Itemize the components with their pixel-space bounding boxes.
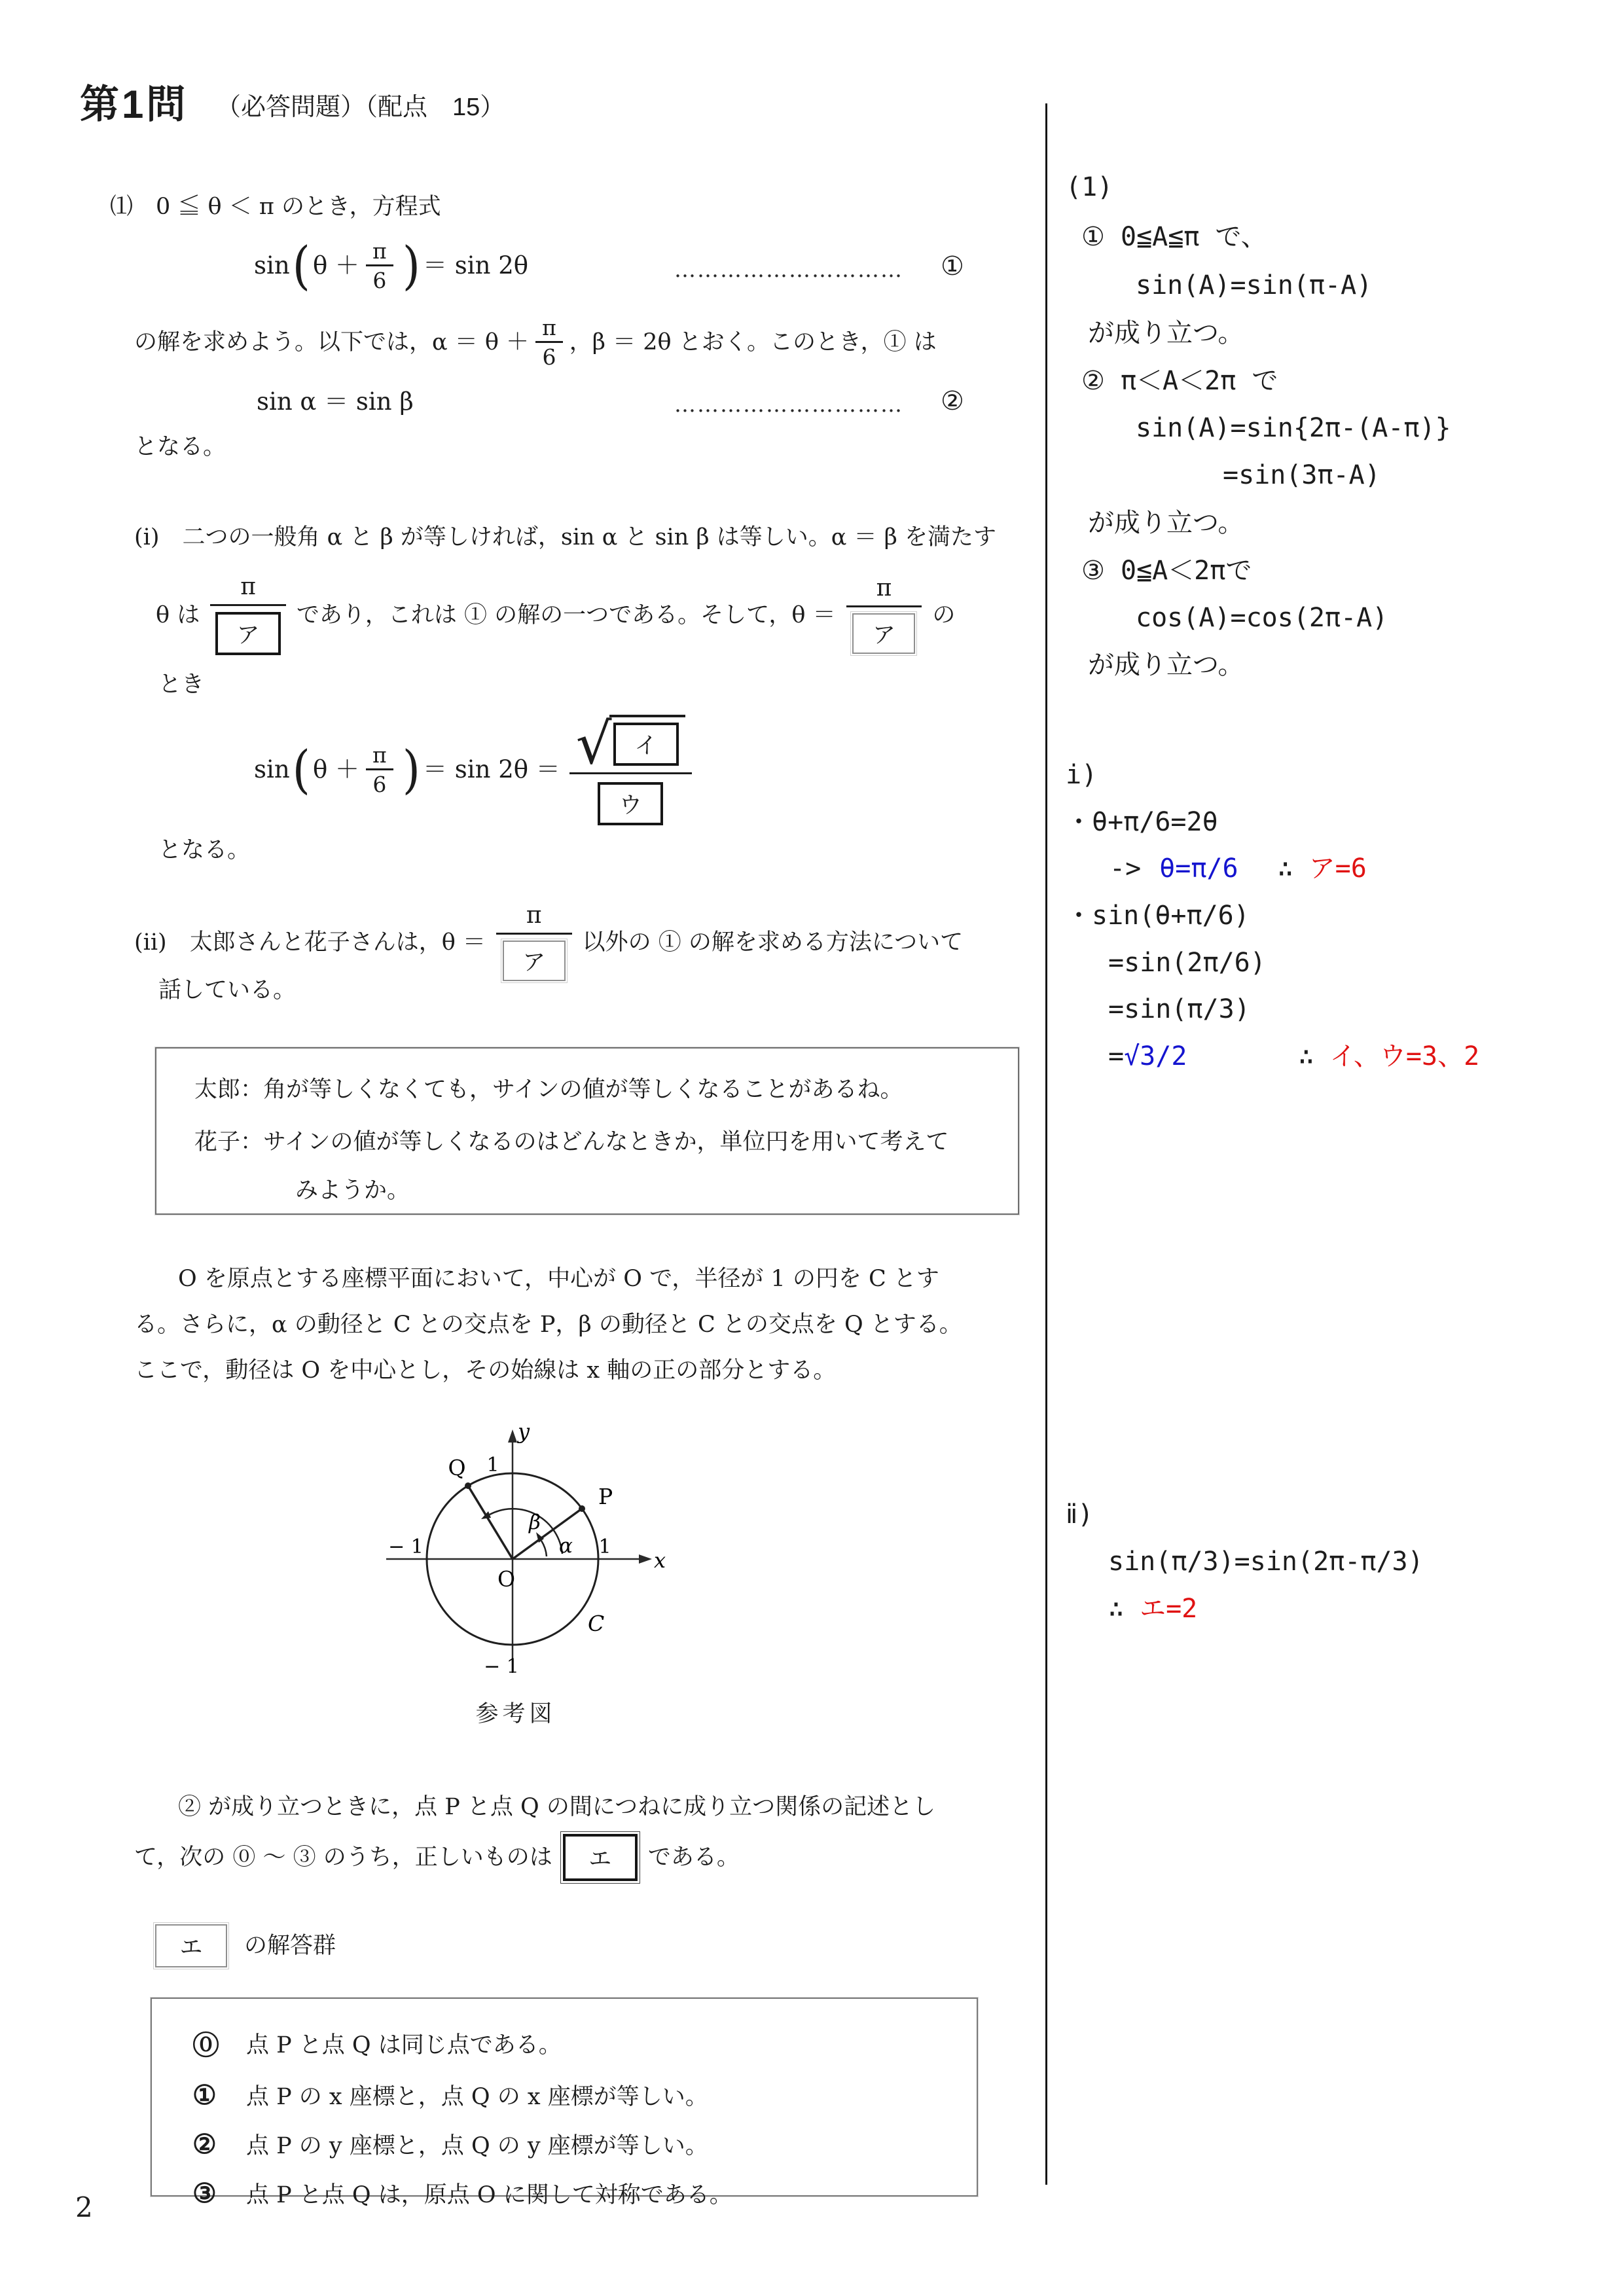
q2-line2: て，次の ⓪ ～ ③ のうち，正しいものは エ である。 xyxy=(134,1831,740,1884)
eq3-open-paren: ( xyxy=(292,739,310,800)
note-sqrt3-2: √3/2 xyxy=(1124,1041,1187,1071)
option-row-1 xyxy=(192,2079,977,2111)
note-section-1: (1) xyxy=(1066,172,1113,202)
note-i-bullet1: ・θ+π/6=2θ xyxy=(1066,807,1218,837)
part-i-line1: (i) 二つの一般角 α と β が等しければ，sin α と sin β は等しい。α ＝ β を満たす xyxy=(134,524,997,550)
eq2-label: ② xyxy=(941,386,964,416)
tonaru-2: となる。 xyxy=(158,837,251,863)
dialog-hanako-line1: 花子：サインの値が等しくなるのはどんなときか，単位円を用いて考えて xyxy=(194,1129,949,1155)
point-q-dot xyxy=(465,1482,471,1489)
page-number: 2 xyxy=(75,2191,93,2223)
note-3-eq: cos(A)=cos(2π-A) xyxy=(1136,603,1388,633)
eq3-fraction-pi-6: π 6 xyxy=(366,744,393,795)
diagram-caption: 参考図 xyxy=(475,1701,556,1727)
text-after-eq1: の解を求めよう。以下では，α ＝ θ ＋ π 6 ，β ＝ 2θ とおく。このとき，① は xyxy=(134,315,937,370)
answer-group-suffix: の解答群 xyxy=(244,1933,336,1959)
eq1-label: ① xyxy=(941,251,964,281)
option-1-text: 点 P の x 座標と，点 Q の x 座標が等しい。 xyxy=(246,2084,708,2110)
option-1-number: ① xyxy=(192,2079,217,2111)
therefore-symbol: ∴ xyxy=(1277,853,1293,884)
note-answer-a: ア=6 xyxy=(1308,853,1367,884)
option-2-text: 点 P の y 座標と，点 Q の y 座標が等しい。 xyxy=(246,2133,708,2159)
y-axis-arrow-icon xyxy=(508,1429,517,1443)
radical-sign: √ xyxy=(575,711,612,777)
point-p-label: P xyxy=(598,1484,613,1509)
q2-line1: ② が成り立つときに，点 P と点 Q の間につねに成り立つ関係の記述とし xyxy=(178,1794,936,1820)
answer-box-u: ウ xyxy=(598,782,663,825)
point-q-label: Q xyxy=(448,1455,466,1480)
question-tags: （必答問題）（配点 15） xyxy=(216,94,505,121)
option-row-0 xyxy=(192,2024,977,2062)
beta-label: β xyxy=(529,1511,541,1534)
answer-box-a-thin-2: ア xyxy=(503,941,566,981)
note-1-foot: が成り立つ。 xyxy=(1088,318,1244,348)
note-2-eq2: =sin(3π-A) xyxy=(1223,460,1380,490)
denominator xyxy=(598,782,663,825)
eq1-sin: sin xyxy=(254,251,290,279)
arrow-glyph: -> xyxy=(1110,853,1142,884)
eq1-close-paren: ) xyxy=(402,235,421,296)
eq1-fraction: π 6 xyxy=(366,240,393,291)
option-2-number: ② xyxy=(192,2128,217,2160)
note-i-result1 xyxy=(1110,853,1367,884)
note-theta-pi-6: θ=π/6 xyxy=(1159,853,1238,884)
answer-group-heading xyxy=(155,1923,336,1969)
question-number-title: 第1問 xyxy=(80,82,189,126)
inline-fraction-pi-6: π 6 xyxy=(535,317,563,368)
equation-3: sin ( θ ＋ π 6 ) ＝ sin 2θ ＝ √ イ ウ xyxy=(254,711,692,829)
y-axis-label: y xyxy=(518,1419,530,1444)
note-3-head: ③ 0≦A＜2πで xyxy=(1081,556,1252,586)
taro-hanako-dialog-box xyxy=(155,1047,1019,1215)
option-0-number: ⓪ xyxy=(192,2030,219,2061)
circle-paragraph-line3: ここで，動径は O を中心とし，その始線は x 軸の正の部分とする。 xyxy=(134,1357,837,1384)
origin-label: O xyxy=(497,1566,516,1592)
therefore-symbol-3: ∴ xyxy=(1108,1594,1125,1624)
toki-label: とき xyxy=(158,672,205,698)
minus-one-left-label: − 1 xyxy=(388,1535,424,1558)
point-p-dot xyxy=(579,1505,585,1512)
option-0-text: 点 P と点 Q は同じ点である。 xyxy=(246,2032,562,2058)
dialog-hanako-line2: みようか。 xyxy=(295,1177,410,1204)
unit-circle-diagram xyxy=(365,1402,666,1716)
note-3-foot: が成り立つ。 xyxy=(1088,650,1244,680)
note-2-foot: が成り立つ。 xyxy=(1088,508,1244,538)
note-ii-line1: sin(π/3)=sin(2π-π/3) xyxy=(1108,1547,1424,1577)
option-row-2 xyxy=(192,2128,977,2161)
equals-glyph: = xyxy=(1108,1041,1125,1071)
part-i-line2: θ は π ア であり，これは ① の解の一つである。そして，θ ＝ π ア の xyxy=(156,571,955,660)
equation-1 xyxy=(254,228,528,304)
note-i-line4: =sin(π/3) xyxy=(1108,994,1250,1024)
eq3-close-paren: ) xyxy=(402,739,421,800)
circle-paragraph-line2: る。さらに，α の動径と C との交点を P，β の動径と C との交点を Q とする。 xyxy=(134,1312,962,1338)
eq1-leader-dots: ………………………… xyxy=(674,257,903,282)
note-answer-e: エ=2 xyxy=(1140,1594,1198,1624)
note-i-result2 xyxy=(1108,1041,1479,1072)
radicand xyxy=(609,715,685,766)
sqrt-expression xyxy=(569,711,692,777)
fraction-box-a-3: π ア xyxy=(496,904,572,981)
answer-box-e-inline: エ xyxy=(563,1834,638,1881)
eq1-rhs: ＝ sin 2θ xyxy=(423,251,529,279)
circle-c-label: C xyxy=(588,1611,605,1636)
beta-arc-arrow-icon xyxy=(481,1511,491,1519)
one-top-label: 1 xyxy=(486,1454,499,1477)
answer-box-e-group: エ xyxy=(155,1924,227,1967)
note-i-line3: =sin(2π/6) xyxy=(1108,948,1266,978)
note-2-head: ② π＜A＜2π で xyxy=(1081,366,1278,396)
answer-box-i: イ xyxy=(613,723,679,766)
note-ii-title: ⅱ) xyxy=(1066,1499,1094,1530)
note-i-bullet2: ・sin(θ+π/6) xyxy=(1066,901,1250,931)
note-2-eq1: sin(A)=sin{2π-(A-π)} xyxy=(1136,413,1451,443)
radius-oq xyxy=(468,1486,513,1559)
alpha-label: α xyxy=(559,1534,573,1558)
answer-options-box xyxy=(151,1998,978,2209)
circle-paragraph-line1: O を原点とする座標平面において，中心が O で，半径が 1 の円を C とす xyxy=(178,1266,939,1292)
answer-box-a-bold: ア xyxy=(215,612,281,655)
fraction-box-a-2: π ア xyxy=(846,577,922,654)
x-axis-label: x xyxy=(654,1548,666,1573)
note-answer-i-u: イ、ウ=3、2 xyxy=(1329,1041,1480,1071)
note-ii-result xyxy=(1108,1593,1197,1624)
option-row-3 xyxy=(192,2177,977,2210)
note-1-eq: sin(A)=sin(π-A) xyxy=(1136,270,1373,300)
x-axis-arrow-icon xyxy=(639,1554,652,1564)
option-3-text: 点 P と点 Q は，原点 O に関して対称である。 xyxy=(246,2182,732,2208)
fraction-box-a-1: π ア xyxy=(210,575,286,655)
eq3-answer-fraction xyxy=(569,711,692,825)
therefore-symbol-2: ∴ xyxy=(1298,1041,1314,1071)
option-3-number: ③ xyxy=(192,2178,217,2209)
part-ii-line1: (ii) 太郎さんと花子さんは，θ ＝ π ア 以外の ① の解を求める方法について xyxy=(134,898,963,987)
equation-2: sin α ＝ sin β xyxy=(257,387,414,416)
part-ii-line2: 話している。 xyxy=(158,977,297,1003)
minus-one-bottom-label: − 1 xyxy=(484,1655,519,1678)
alpha-angle-arc xyxy=(541,1541,547,1556)
eq1-inner: θ ＋ xyxy=(312,251,360,279)
tonaru-1: となる。 xyxy=(134,434,226,460)
eq2-leader-dots: ………………………… xyxy=(674,391,903,417)
one-right-label: 1 xyxy=(598,1535,611,1558)
problem-intro: ⑴ 0 ≦ θ ＜ π のとき，方程式 xyxy=(110,194,441,220)
dialog-taro-line: 太郎：角が等しくなくても，サインの値が等しくなることがあるね。 xyxy=(194,1077,903,1103)
note-1-head: ① 0≦A≦π で、 xyxy=(1081,222,1267,252)
answer-box-a-thin: ア xyxy=(852,613,915,654)
column-divider xyxy=(1045,103,1047,2185)
note-i-title: i) xyxy=(1066,760,1098,790)
eq1-open-paren: ( xyxy=(292,235,310,296)
